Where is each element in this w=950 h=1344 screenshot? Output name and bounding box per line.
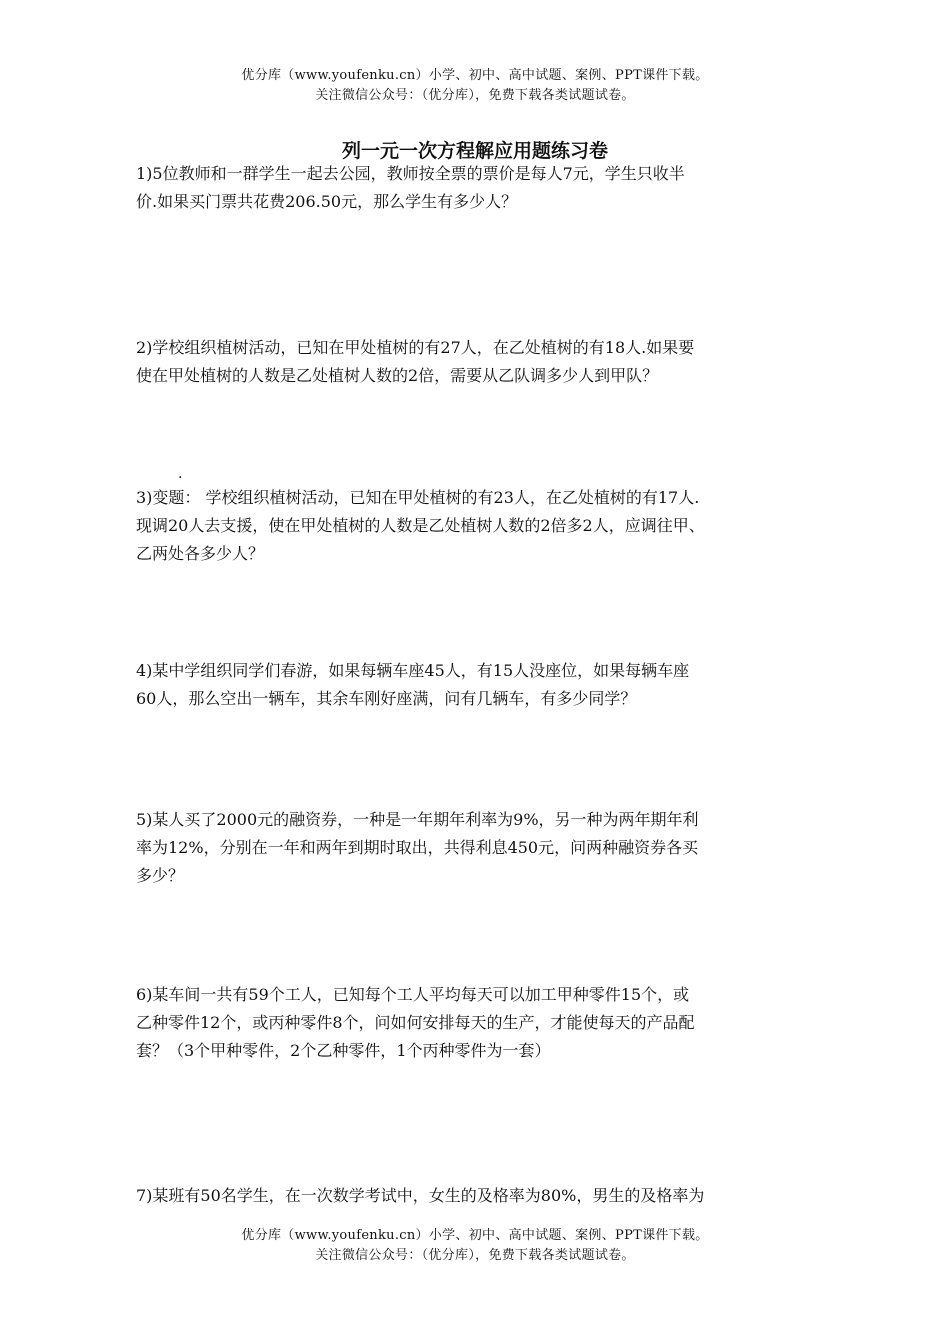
question-line: 多少？ — [136, 866, 185, 885]
question-line: 乙种零件12个，或丙种零件8个，问如何安排每天的生产，才能使每天的产品配 — [136, 1013, 695, 1032]
question-line: 4)某中学组织同学们春游，如果每辆车座45人，有15人没座位，如果每辆车座 — [136, 661, 690, 680]
question-7 — [136, 1182, 826, 1210]
question-4 — [136, 657, 826, 713]
question-1 — [136, 160, 826, 216]
question-line: 7)某班有50名学生，在一次数学考试中，女生的及格率为80%，男生的及格率为 — [136, 1186, 705, 1205]
question-2 — [136, 334, 826, 390]
question-line: 现调20人去支援，使在甲处植树的人数是乙处植树人数的2倍多2人，应调往甲、 — [136, 516, 705, 535]
question-line: 2)学校组织植树活动，已知在甲处植树的有27人，在乙处植树的有18人.如果要 — [136, 338, 695, 357]
question-line: 率为12%，分别在一年和两年到期时取出，共得利息450元，问两种融资券各买 — [136, 838, 699, 857]
question-line: 使在甲处植树的人数是乙处植树人数的2倍，需要从乙队调多少人到甲队？ — [136, 366, 659, 385]
page-title: 列一元一次方程解应用题练习卷 — [341, 140, 608, 162]
question-3 — [136, 484, 826, 568]
header-line-1: 优分库（www.youfenku.cn）小学、初中、高中试题、案例、PPT课件下载。 — [241, 68, 709, 83]
question-5 — [136, 806, 826, 890]
question-line: 1)5位教师和一群学生一起去公园，教师按全票的票价是每人7元，学生只收半 — [136, 164, 685, 183]
question-6 — [136, 981, 826, 1065]
footer-line-2: 关注微信公众号：（优分库），免费下载各类试题试卷。 — [315, 1248, 635, 1263]
question-line: 价.如果买门票共花费206.50元，那么学生有多少人？ — [136, 192, 518, 211]
question-line: 3)变题： 学校组织植树活动，已知在甲处植树的有23人，在乙处植树的有17人. — [136, 488, 700, 507]
question-line: 6)某车间一共有59个工人，已知每个工人平均每天可以加工甲种零件15个，或 — [136, 985, 690, 1004]
stray-mark: . — [178, 466, 183, 482]
question-line: 60人，那么空出一辆车，其余车刚好座满，问有几辆车，有多少同学？ — [136, 689, 637, 708]
question-line: 乙两处各多少人？ — [136, 544, 265, 563]
footer-line-1: 优分库（www.youfenku.cn）小学、初中、高中试题、案例、PPT课件下载。 — [241, 1228, 709, 1243]
question-line: 套？（3个甲种零件，2个乙种零件，1个丙种零件为一套） — [136, 1041, 551, 1060]
header-line-2: 关注微信公众号：（优分库），免费下载各类试题试卷。 — [315, 88, 635, 103]
question-line: 5)某人买了2000元的融资券，一种是一年期年利率为9%，另一种为两年期年利 — [136, 810, 699, 829]
